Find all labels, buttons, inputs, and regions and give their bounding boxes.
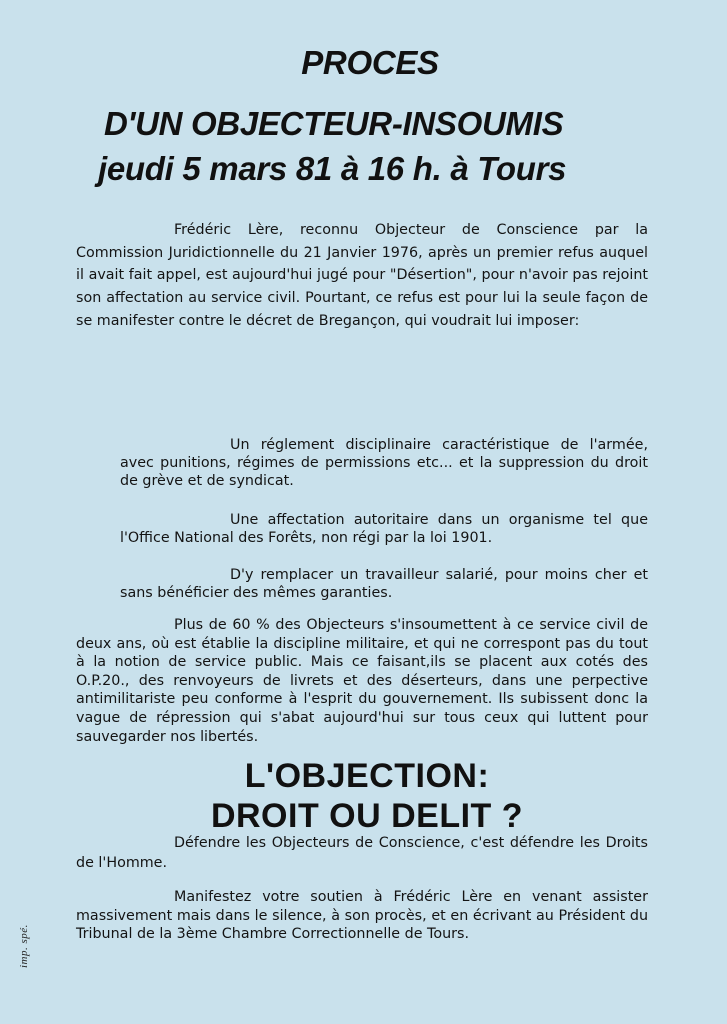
point-remplacement: D'y remplacer un travailleur salarié, pour moins cher et sans bénéficier des mêmes garanties. bbox=[120, 567, 648, 602]
point-affectation: Une affectation autoritaire dans un organisme tel que l'Office National des Forêts, non régi par la loi 1901. bbox=[120, 512, 648, 547]
subtitle-objection: L'OBJECTION: bbox=[244, 757, 490, 795]
title-objecteur: D'UN OBJECTEUR-INSOUMIS bbox=[104, 105, 564, 142]
intro-paragraph: Frédéric Lère, reconnu Objecteur de Conscience par la Commission Juridictionnelle du 21 Janvier 1976, après un premier refus auquel il avait fait appel, est aujourd'hui jugé pour "Désertion", pour n'avoir pas rejoint son affectation au service civil. Pourtant, ce refus est pour lui la seule façon de se manifester contre le décret de Bregançon, qui voudrait lui imposer: bbox=[76, 222, 648, 329]
subtitle-droit-delit: DROIT OU DELIT ? bbox=[210, 797, 524, 835]
point-reglement: Un réglement disciplinaire caractéristique de l'armée, avec punitions, régimes de permissions etc... et la suppression du droit de grève et de syndicat. bbox=[120, 437, 648, 490]
printer-imprint: imp. spé. bbox=[18, 924, 30, 968]
closing-call-to-action: Manifestez votre soutien à Frédéric Lère en venant assister massivement mais dans le silence, à son procès, et en écrivant au Président du Tribunal de la 3ème Chambre Correctionnelle de Tours. bbox=[76, 889, 648, 943]
closing-defense: Défendre les Objecteurs de Conscience, c'est défendre les Droits de l'Homme. bbox=[76, 835, 648, 871]
title-proces: PROCES bbox=[301, 44, 439, 81]
title-date-place: jeudi 5 mars 81 à 16 h. à Tours bbox=[98, 150, 567, 187]
body-paragraph: Plus de 60 % des Objecteurs s'insoumettent à ce service civil de deux ans, où est établie la discipline militaire, et qui ne correspont pas du tout à la notion de service public. Mais ce faisant,ils se placent aux cotés des O.P.20., des renvoyeurs de livrets et des déserteurs, dans une perpective antimilitariste peu conforme à l'esprit du gouvernement. Ils subissent donc la vague de répression qui s'abat aujourd'hui sur tous ceux qui luttent pour sauvegarder nos libertés. bbox=[76, 617, 648, 745]
